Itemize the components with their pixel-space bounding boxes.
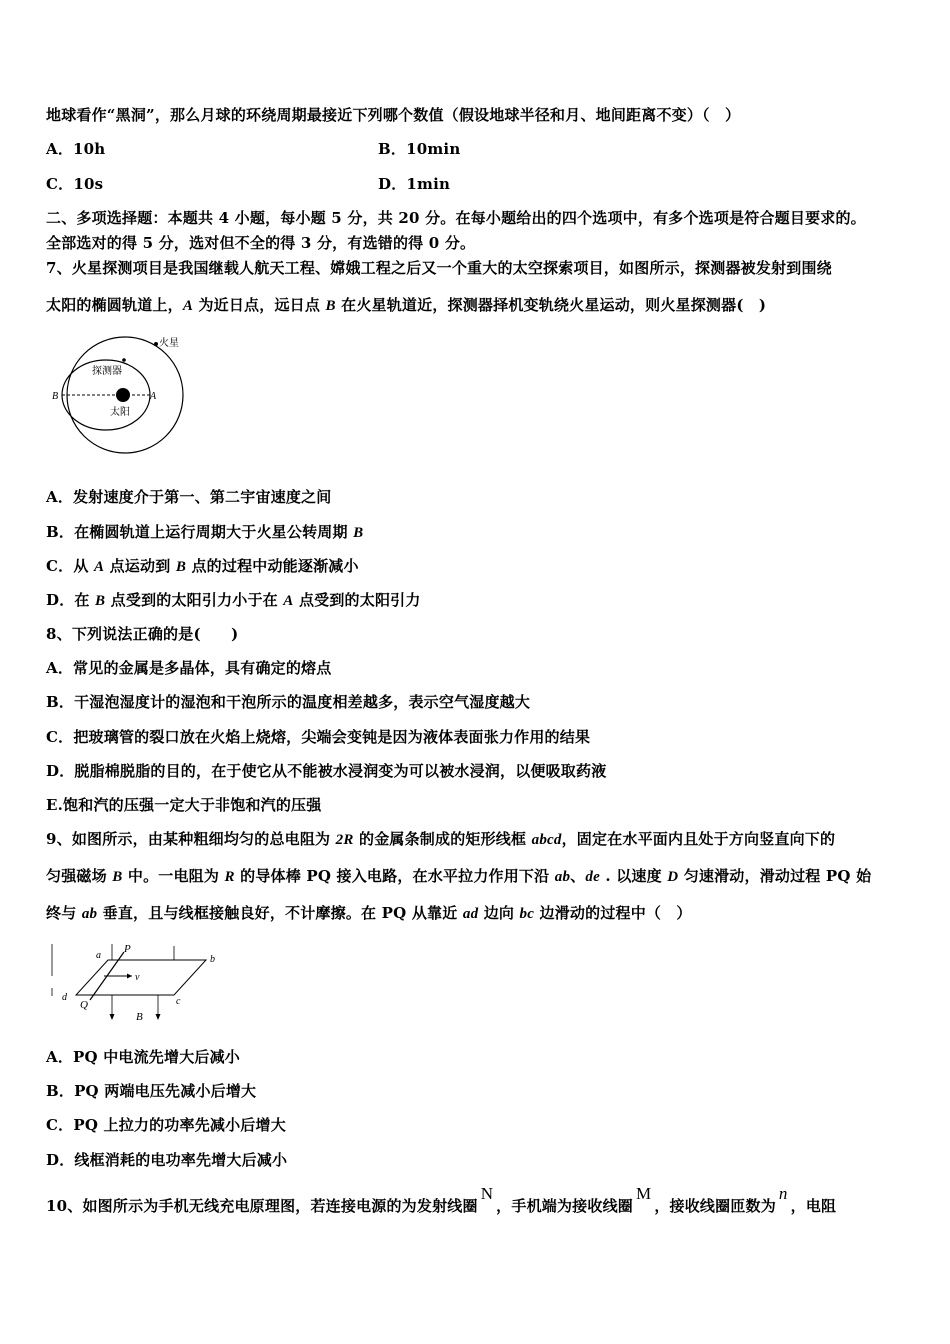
q7-stem-line1: 7、火星探测项目是我国继载人航天工程、嫦娥工程之后又一个重大的太空探索项目，如图所示，探测器被发射到围绕 <box>46 259 832 277</box>
turns-n-symbol: n <box>778 1184 788 1203</box>
velocity-label: v <box>135 972 140 983</box>
q8-option-d: D．脱脂棉脱脂的目的，在于使它从不能被水浸润变为可以被水浸润，以便吸取药液 <box>46 762 607 780</box>
q7-option-b: B．在椭圆轨道上运行周期大于火星公转周期 B <box>46 523 364 541</box>
sun-label: 太阳 <box>110 407 130 418</box>
point-b-label: B <box>52 391 59 402</box>
probe-label: 探测器 <box>92 366 122 377</box>
corner-a-label: a <box>96 950 101 961</box>
q9-stem-line1: 9、如图所示，由某种粗细均匀的总电阻为 2R 的金属条制成的矩形线框 abcd，固定在水平面内且处于方向竖直向下的 <box>46 830 836 848</box>
corner-b-label: b <box>210 954 215 965</box>
corner-c-label: c <box>176 996 181 1007</box>
sun-dot <box>116 388 130 402</box>
q8-option-e: E.饱和汽的压强一定大于非饱和汽的压强 <box>46 796 322 814</box>
q7-orbit-figure <box>46 332 196 462</box>
rectangular-frame <box>76 960 206 995</box>
q6-option-d: D．1min <box>378 175 451 193</box>
q9-option-b: B．PQ 两端电压先减小后增大 <box>46 1082 257 1100</box>
q7-option-a: A．发射速度介于第一、第二宇宙速度之间 <box>46 488 332 506</box>
q7-stem-line2: 太阳的椭圆轨道上，A 为近日点，远日点 B 在火星轨道近，探测器择机变轨绕火星运动，则火星探测器( ) <box>46 296 767 314</box>
corner-d-label: d <box>62 992 67 1003</box>
q6-option-a: A．10h <box>46 140 106 158</box>
coil-m-symbol: M <box>635 1184 652 1203</box>
probe-dot <box>122 358 126 362</box>
mars-label: 火星 <box>159 338 179 349</box>
section2-heading-line1: 二、多项选择题：本题共 4 小题，每小题 5 分，共 20 分。在每小题给出的四个选项中，有多个选项是符合题目要求的。 <box>46 209 866 227</box>
q9-circuit-figure <box>46 938 236 1028</box>
q9-stem-line2: 匀强磁场 B 中。一电阻为 R 的导体棒 PQ 接入电路，在水平拉力作用下沿 ab、de . 以速度 D 匀速滑动，滑动过程 PQ 始 <box>46 867 872 885</box>
q10-stem-line1: 10、如图所示为手机无线充电原理图，若连接电源的为发射线圈N，手机端为接收线圈M，接收线圈匝数为n，电阻 <box>46 1184 837 1215</box>
q8-stem: 8、下列说法正确的是( ) <box>46 625 239 643</box>
q7-option-d: D．在 B 点受到的太阳引力小于在 A 点受到的太阳引力 <box>46 591 421 609</box>
field-arrowhead-3 <box>156 1014 161 1020</box>
section2-heading-line2: 全部选对的得 5 分，选对但不全的得 3 分，有选错的得 0 分。 <box>46 234 476 252</box>
q9-stem-line3: 终与 ab 垂直，且与线框接触良好，不计摩擦。在 PQ 从靠近 ad 边向 bc 边滑动的过程中（ ） <box>46 904 692 922</box>
q9-option-c: C．PQ 上拉力的功率先减小后增大 <box>46 1116 286 1134</box>
end-p-label: P <box>124 943 131 955</box>
q8-option-b: B．干湿泡湿度计的湿泡和干泡所示的温度相差越多，表示空气湿度越大 <box>46 693 531 711</box>
q6-option-b: B．10min <box>378 140 461 158</box>
field-arrowhead-2 <box>110 1014 115 1020</box>
q8-option-c: C．把玻璃管的裂口放在火焰上烧熔，尖端会变钝是因为液体表面张力作用的结果 <box>46 728 591 746</box>
point-a-label: A <box>150 391 157 402</box>
q9-option-a: A．PQ 中电流先增大后减小 <box>46 1048 241 1066</box>
field-b-label: B <box>136 1011 143 1023</box>
q9-option-d: D．线框消耗的电功率先增大后减小 <box>46 1151 288 1169</box>
mars-dot <box>154 342 158 346</box>
end-q-label: Q <box>80 999 88 1011</box>
q7-option-c: C．从 A 点运动到 B 点的过程中动能逐渐减小 <box>46 557 359 575</box>
velocity-arrowhead <box>127 974 132 979</box>
q8-option-a: A．常见的金属是多晶体，具有确定的熔点 <box>46 659 332 677</box>
coil-n-symbol: N <box>480 1184 494 1203</box>
q6-option-c: C．10s <box>46 175 104 193</box>
q6-stem-tail: 地球看作“黑洞”，那么月球的环绕周期最接近下列哪个数值（假设地球半径和月、地间距离不变）（ ） <box>46 106 741 124</box>
